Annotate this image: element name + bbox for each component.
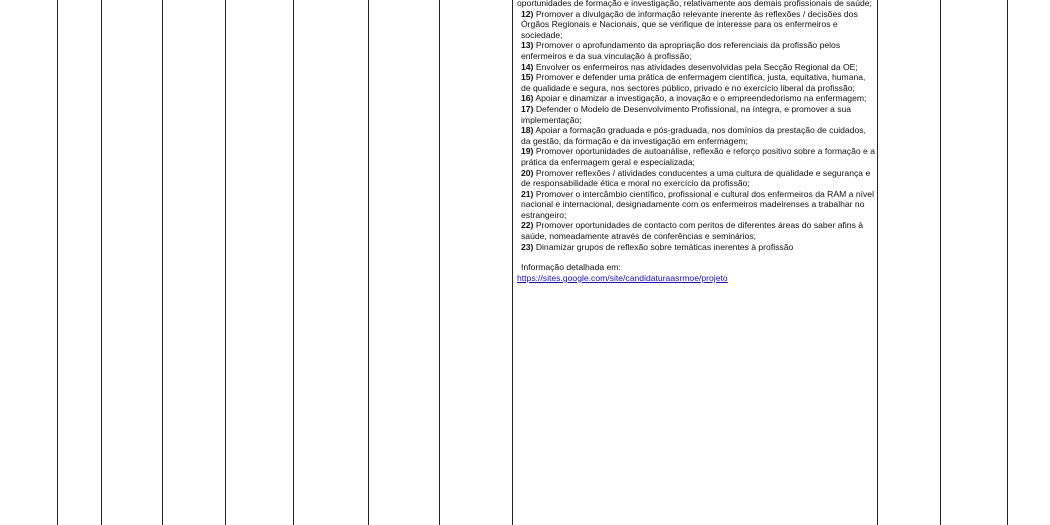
item-number: 15) <box>521 72 534 83</box>
column-border <box>439 0 440 525</box>
list-item <box>517 93 877 104</box>
item-text: Promover e defender uma prática de enfermagem científica, justa, equitativa, humana, de qualidade e segura, nos sectores público, privado e no exercício liberal da profissão; <box>521 72 866 93</box>
list-item <box>517 168 877 189</box>
column-border <box>57 0 58 525</box>
project-link[interactable]: https://sites.google.com/site/candidaturaasrmoe/projeto <box>517 272 728 283</box>
list-item <box>517 9 877 41</box>
list-item <box>517 104 877 125</box>
list-item <box>517 125 877 146</box>
item-text: Promover o intercâmbio científico, profissional e cultural dos enfermeiros da RAM a nível nacional e internacional, designadamente com os enfermeiros madeirenses a trabalhar no estrangeiro; <box>521 188 874 220</box>
column-border <box>101 0 102 525</box>
item-text: Promover o aprofundamento da apropriação dos referenciais da profissão pelos enfermeiros e da sua vinculação à profissão; <box>521 40 841 61</box>
column-border <box>940 0 941 525</box>
column-border <box>225 0 226 525</box>
item-text: Promover reflexões / atividades conducentes a uma cultura de qualidade e segurança e de responsabilidade ética e moral no exercício da profissão; <box>521 167 871 189</box>
item-text: Apoiar e dinamizar a investigação, a inovação e o empreendedorismo na enfermagem; <box>535 93 867 104</box>
column-border <box>512 0 513 525</box>
column-border <box>1007 0 1008 525</box>
list-item <box>517 72 877 93</box>
intro-text: oportunidades de formação e investigação, relativamente aos demais profissionais de saúde; <box>517 0 872 8</box>
column-border <box>368 0 369 525</box>
info-label: Informação detalhada em: <box>521 262 621 273</box>
item-text: Defender o Modelo de Desenvolvimento Profissional, na íntegra, e promover a sua implementação; <box>521 103 852 125</box>
item-text: Envolver os enfermeiros nas atividades desenvolvidas pela Secção Regional da OE; <box>535 61 858 72</box>
list-item <box>517 146 877 167</box>
item-number: 12) <box>521 8 534 19</box>
item-number: 16) <box>521 93 534 104</box>
item-number: 22) <box>521 220 534 231</box>
list-item <box>517 40 877 61</box>
item-number: 18) <box>521 125 534 136</box>
column-border <box>293 0 294 525</box>
item-text: Dinamizar grupos de reflexão sobre temáticas inerentes à profissão <box>535 241 794 252</box>
item-number: 14) <box>521 61 534 72</box>
item-number: 23) <box>521 241 534 252</box>
item-number: 13) <box>521 40 534 51</box>
item-number: 19) <box>521 146 534 157</box>
objectives-list <box>517 9 877 253</box>
item-text: Promover oportunidades de contacto com peritos de diferentes áreas do saber afins à saúde, nomeadamente através de conferências e seminários; <box>521 220 864 242</box>
item-number: 21) <box>521 188 534 199</box>
list-item <box>517 62 877 73</box>
list-item <box>517 220 877 241</box>
column-border <box>162 0 163 525</box>
item-number: 17) <box>521 103 534 114</box>
item-text: Promover a divulgação de informação relevante inerente às reflexões / decisões dos Órgãos Regionais e Nacionais, que se verifique de interesse para os enfermeiros e sociedade; <box>521 8 858 40</box>
item-text: Apoiar a formação graduada e pós-graduada, nos domínios da prestação de cuidados, da gestão, da formação e da investigação em enfermagem; <box>521 125 866 146</box>
list-item <box>517 242 877 253</box>
item-text: Promover oportunidades de autoanálise, reflexão e reforço positivo sobre a formação e a prática da enfermagem geral e especializada; <box>521 146 875 167</box>
objectives-cell <box>517 0 877 283</box>
item-number: 20) <box>521 167 534 178</box>
list-item <box>517 189 877 221</box>
column-border <box>877 0 878 525</box>
